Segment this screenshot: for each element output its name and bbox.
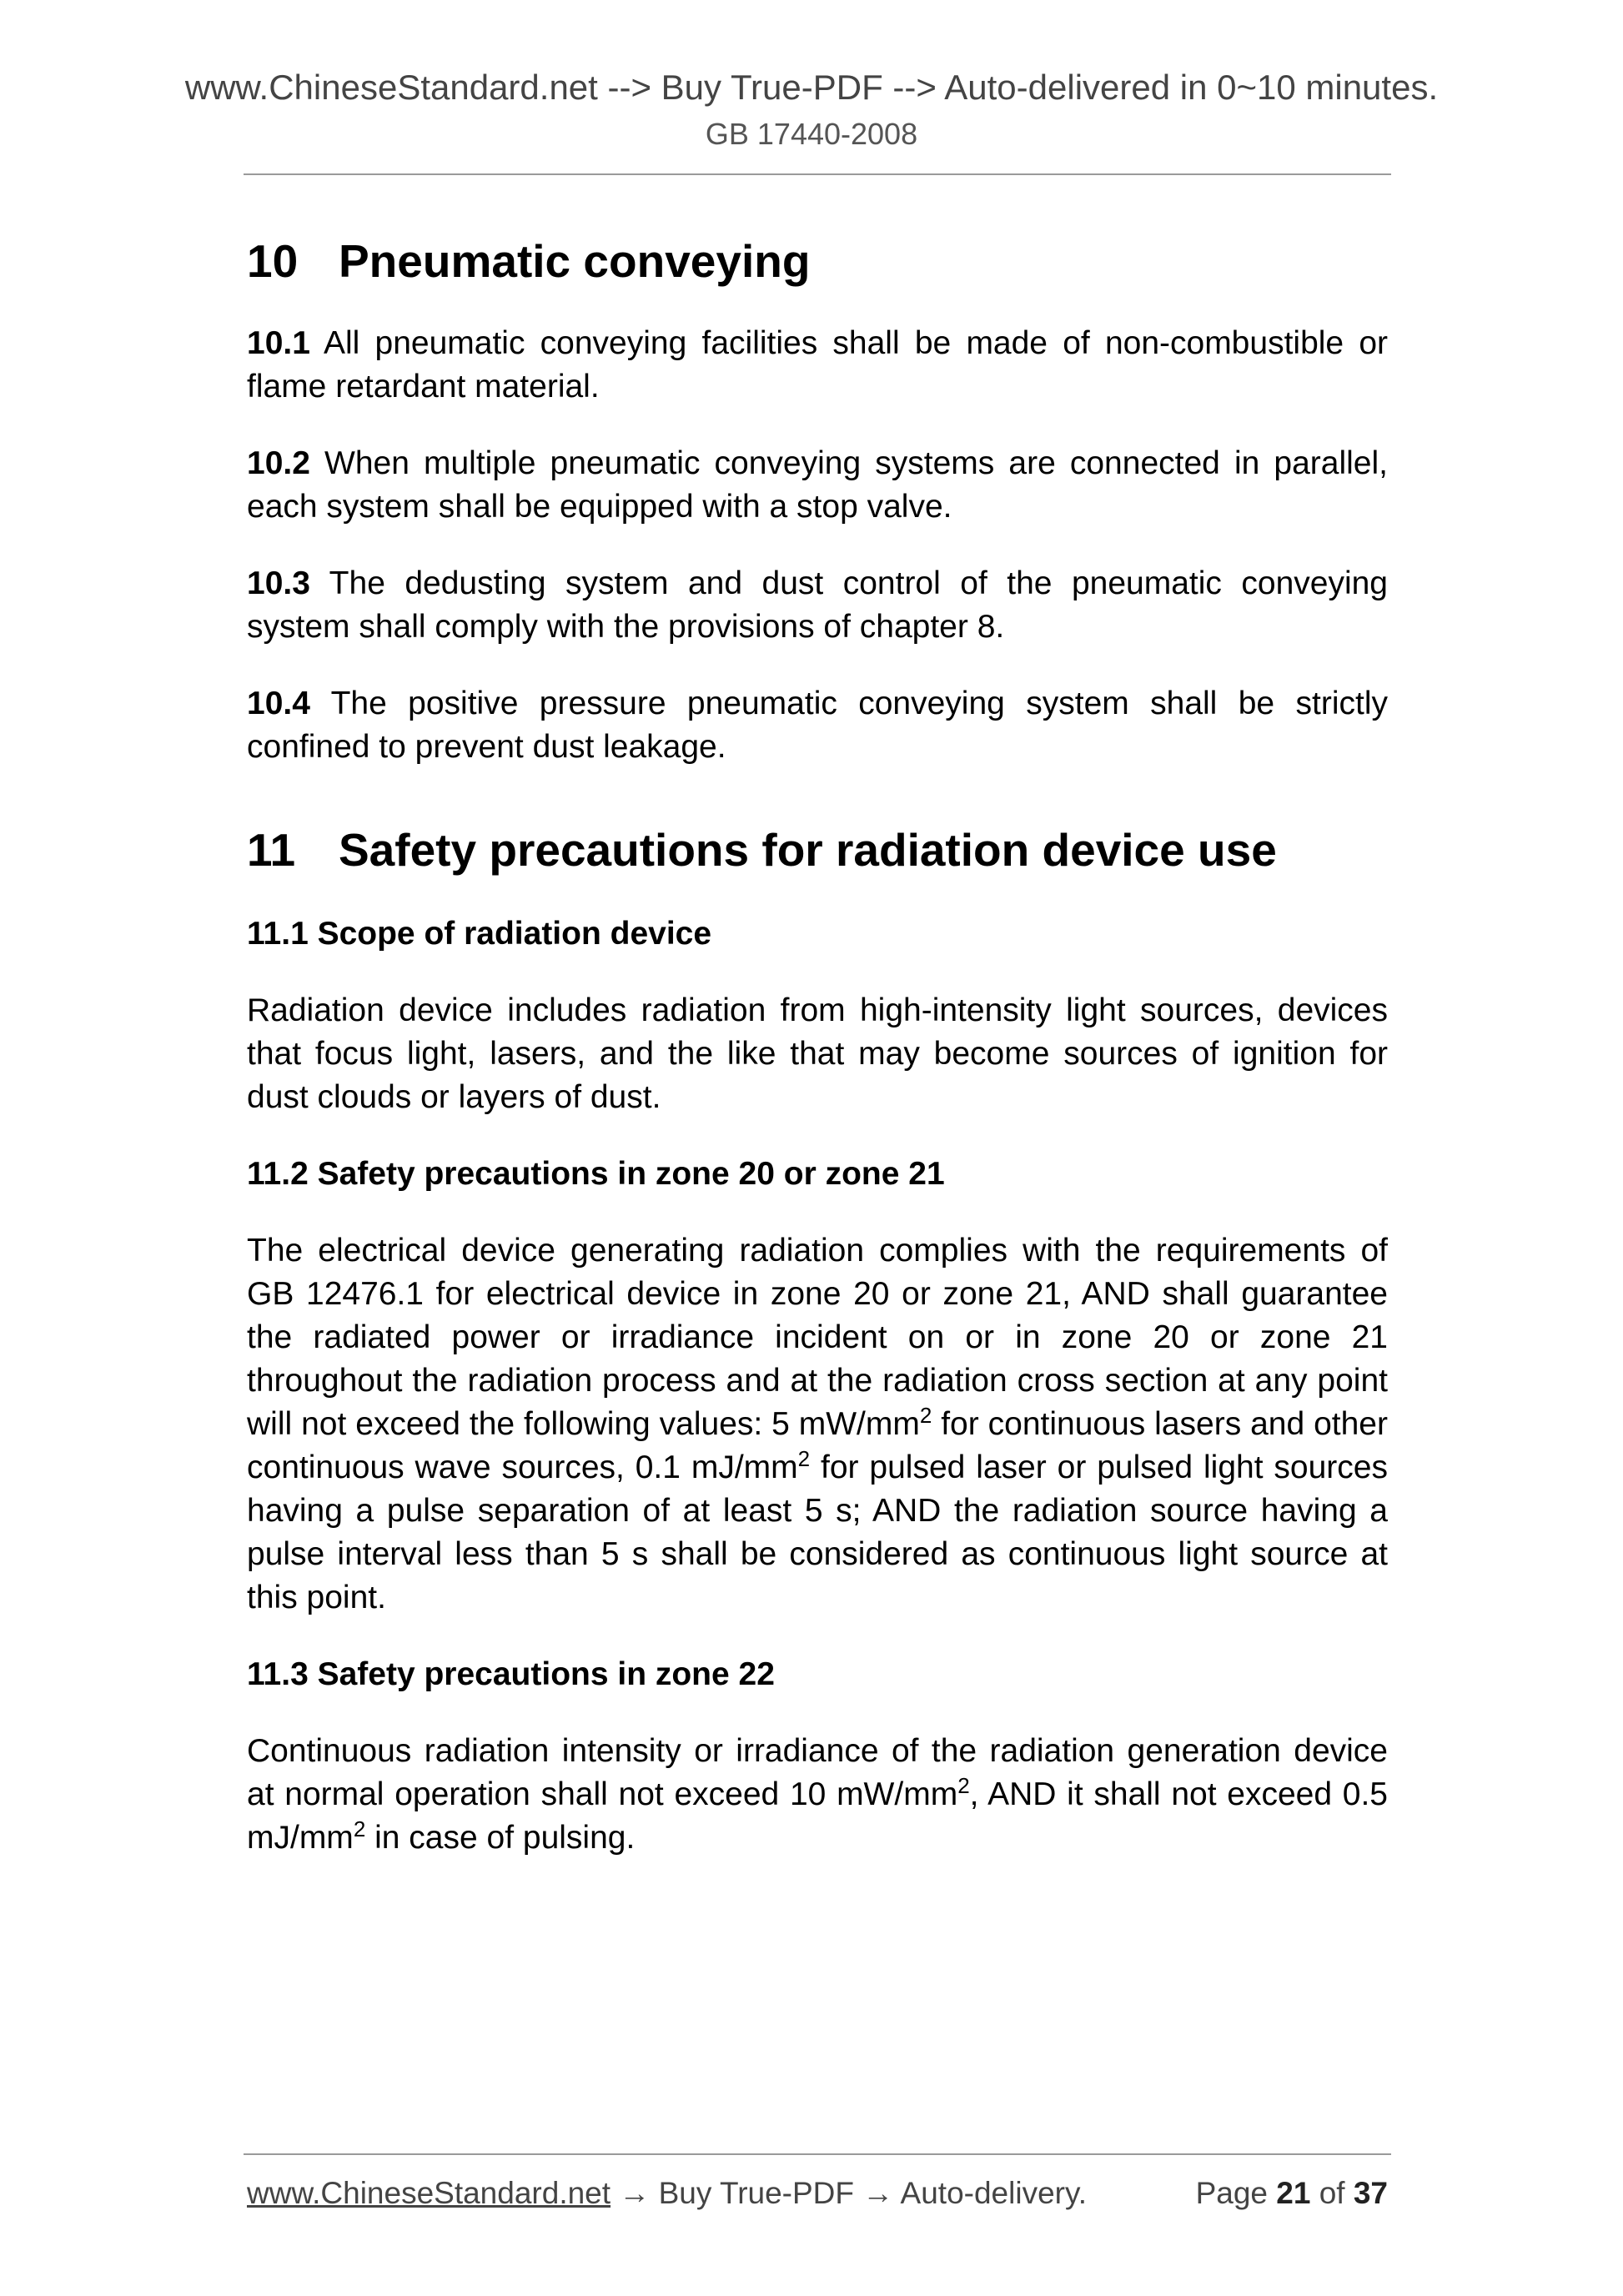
arrow-icon: →	[611, 2176, 659, 2210]
text-run: The electrical device generating radiation complies with the requirements of GB 12476.1 for electrical device in zone 20 or zone 21, AND shall guarantee the radiated power or irradiance incident on or in zone 20 or zone 21 throughout the radiation process and at the radiation cross section at any point will not exceed the following values: 5 mW/mm	[247, 1233, 1388, 1442]
clause-10-4	[247, 682, 1388, 769]
clause-number: 10.3	[247, 565, 310, 601]
footer-buy-text: Buy True-PDF	[658, 2176, 855, 2210]
text-run: , AND it shall not exceed 0.5 mJ/mm	[247, 1776, 1388, 1856]
section-10-title: Pneumatic conveying	[339, 235, 811, 287]
clause-text: All pneumatic conveying facilities shall be made of non-combustible or flame retardant material.	[247, 325, 1388, 404]
footer-delivery-text: Auto-delivery.	[900, 2176, 1088, 2210]
subsection-11-1-heading: 11.1 Scope of radiation device	[247, 916, 712, 952]
clause-10-1	[247, 322, 1388, 409]
section-10-heading	[247, 232, 1388, 290]
clause-10-3	[247, 562, 1388, 649]
section-11-title: Safety precautions for radiation device use	[339, 824, 1277, 876]
section-11-number: 11	[247, 824, 296, 876]
footer-divider	[244, 2153, 1391, 2155]
subsection-11-3-text	[247, 1730, 1388, 1860]
page-label: Page	[1195, 2176, 1277, 2210]
section-11-heading	[247, 821, 1388, 879]
arrow-icon: →	[854, 2176, 901, 2210]
section-10-number: 10	[247, 235, 299, 287]
standard-number: GB 17440-2008	[705, 117, 918, 151]
text-run: for continuous lasers and other continuous wave sources, 0.1 mJ/mm	[247, 1406, 1388, 1485]
superscript: 2	[957, 1773, 970, 1798]
current-page: 21	[1276, 2176, 1311, 2210]
page-of-label: of	[1310, 2176, 1354, 2210]
subsection-11-3-heading: 11.3 Safety precautions in zone 22	[247, 1656, 775, 1692]
header-banner-text: www.ChineseStandard.net --> Buy True-PDF --> Auto-delivered in 0~10 minutes.	[184, 68, 1439, 107]
subsection-11-2-heading: 11.2 Safety precautions in zone 20 or zone 21	[247, 1156, 945, 1192]
clause-text: The positive pressure pneumatic conveying system shall be strictly confined to prevent dust leakage.	[247, 686, 1388, 765]
total-pages: 37	[1353, 2176, 1388, 2210]
clause-text: When multiple pneumatic conveying systems are connected in parallel, each system shall be equipped with a stop valve.	[247, 445, 1388, 525]
clause-text: The dedusting system and dust control of the pneumatic conveying system shall comply with the provisions of chapter 8.	[247, 565, 1388, 645]
subsection-11-2-text	[247, 1229, 1388, 1620]
superscript: 2	[797, 1446, 811, 1471]
clause-number: 10.1	[247, 325, 310, 361]
clause-number: 10.4	[247, 686, 310, 721]
subsection-11-1-text: Radiation device includes radiation from high-intensity light sources, devices that focus light, lasers, and the like that may become sources of ignition for dust clouds or layers of dust.	[247, 992, 1388, 1115]
clause-10-2	[247, 442, 1388, 529]
superscript: 2	[919, 1403, 932, 1428]
text-run: in case of pulsing.	[365, 1820, 636, 1856]
superscript: 2	[353, 1816, 366, 1841]
footer-promo	[247, 2173, 1087, 2213]
header-divider	[244, 173, 1391, 175]
text-run: Continuous radiation intensity or irradiance of the radiation generation device at normal operation shall not exceed 10 mW/mm	[247, 1733, 1388, 1812]
text-run: for pulsed laser or pulsed light sources having a pulse separation of at least 5 s; AND the radiation source having a pulse interval less than 5 s shall be considered as continuous light source at this point.	[247, 1449, 1388, 1615]
footer-site-link[interactable]: www.ChineseStandard.net	[247, 2176, 611, 2210]
clause-number: 10.2	[247, 445, 310, 481]
page-number	[1196, 2173, 1388, 2213]
document-body	[247, 232, 1388, 1860]
